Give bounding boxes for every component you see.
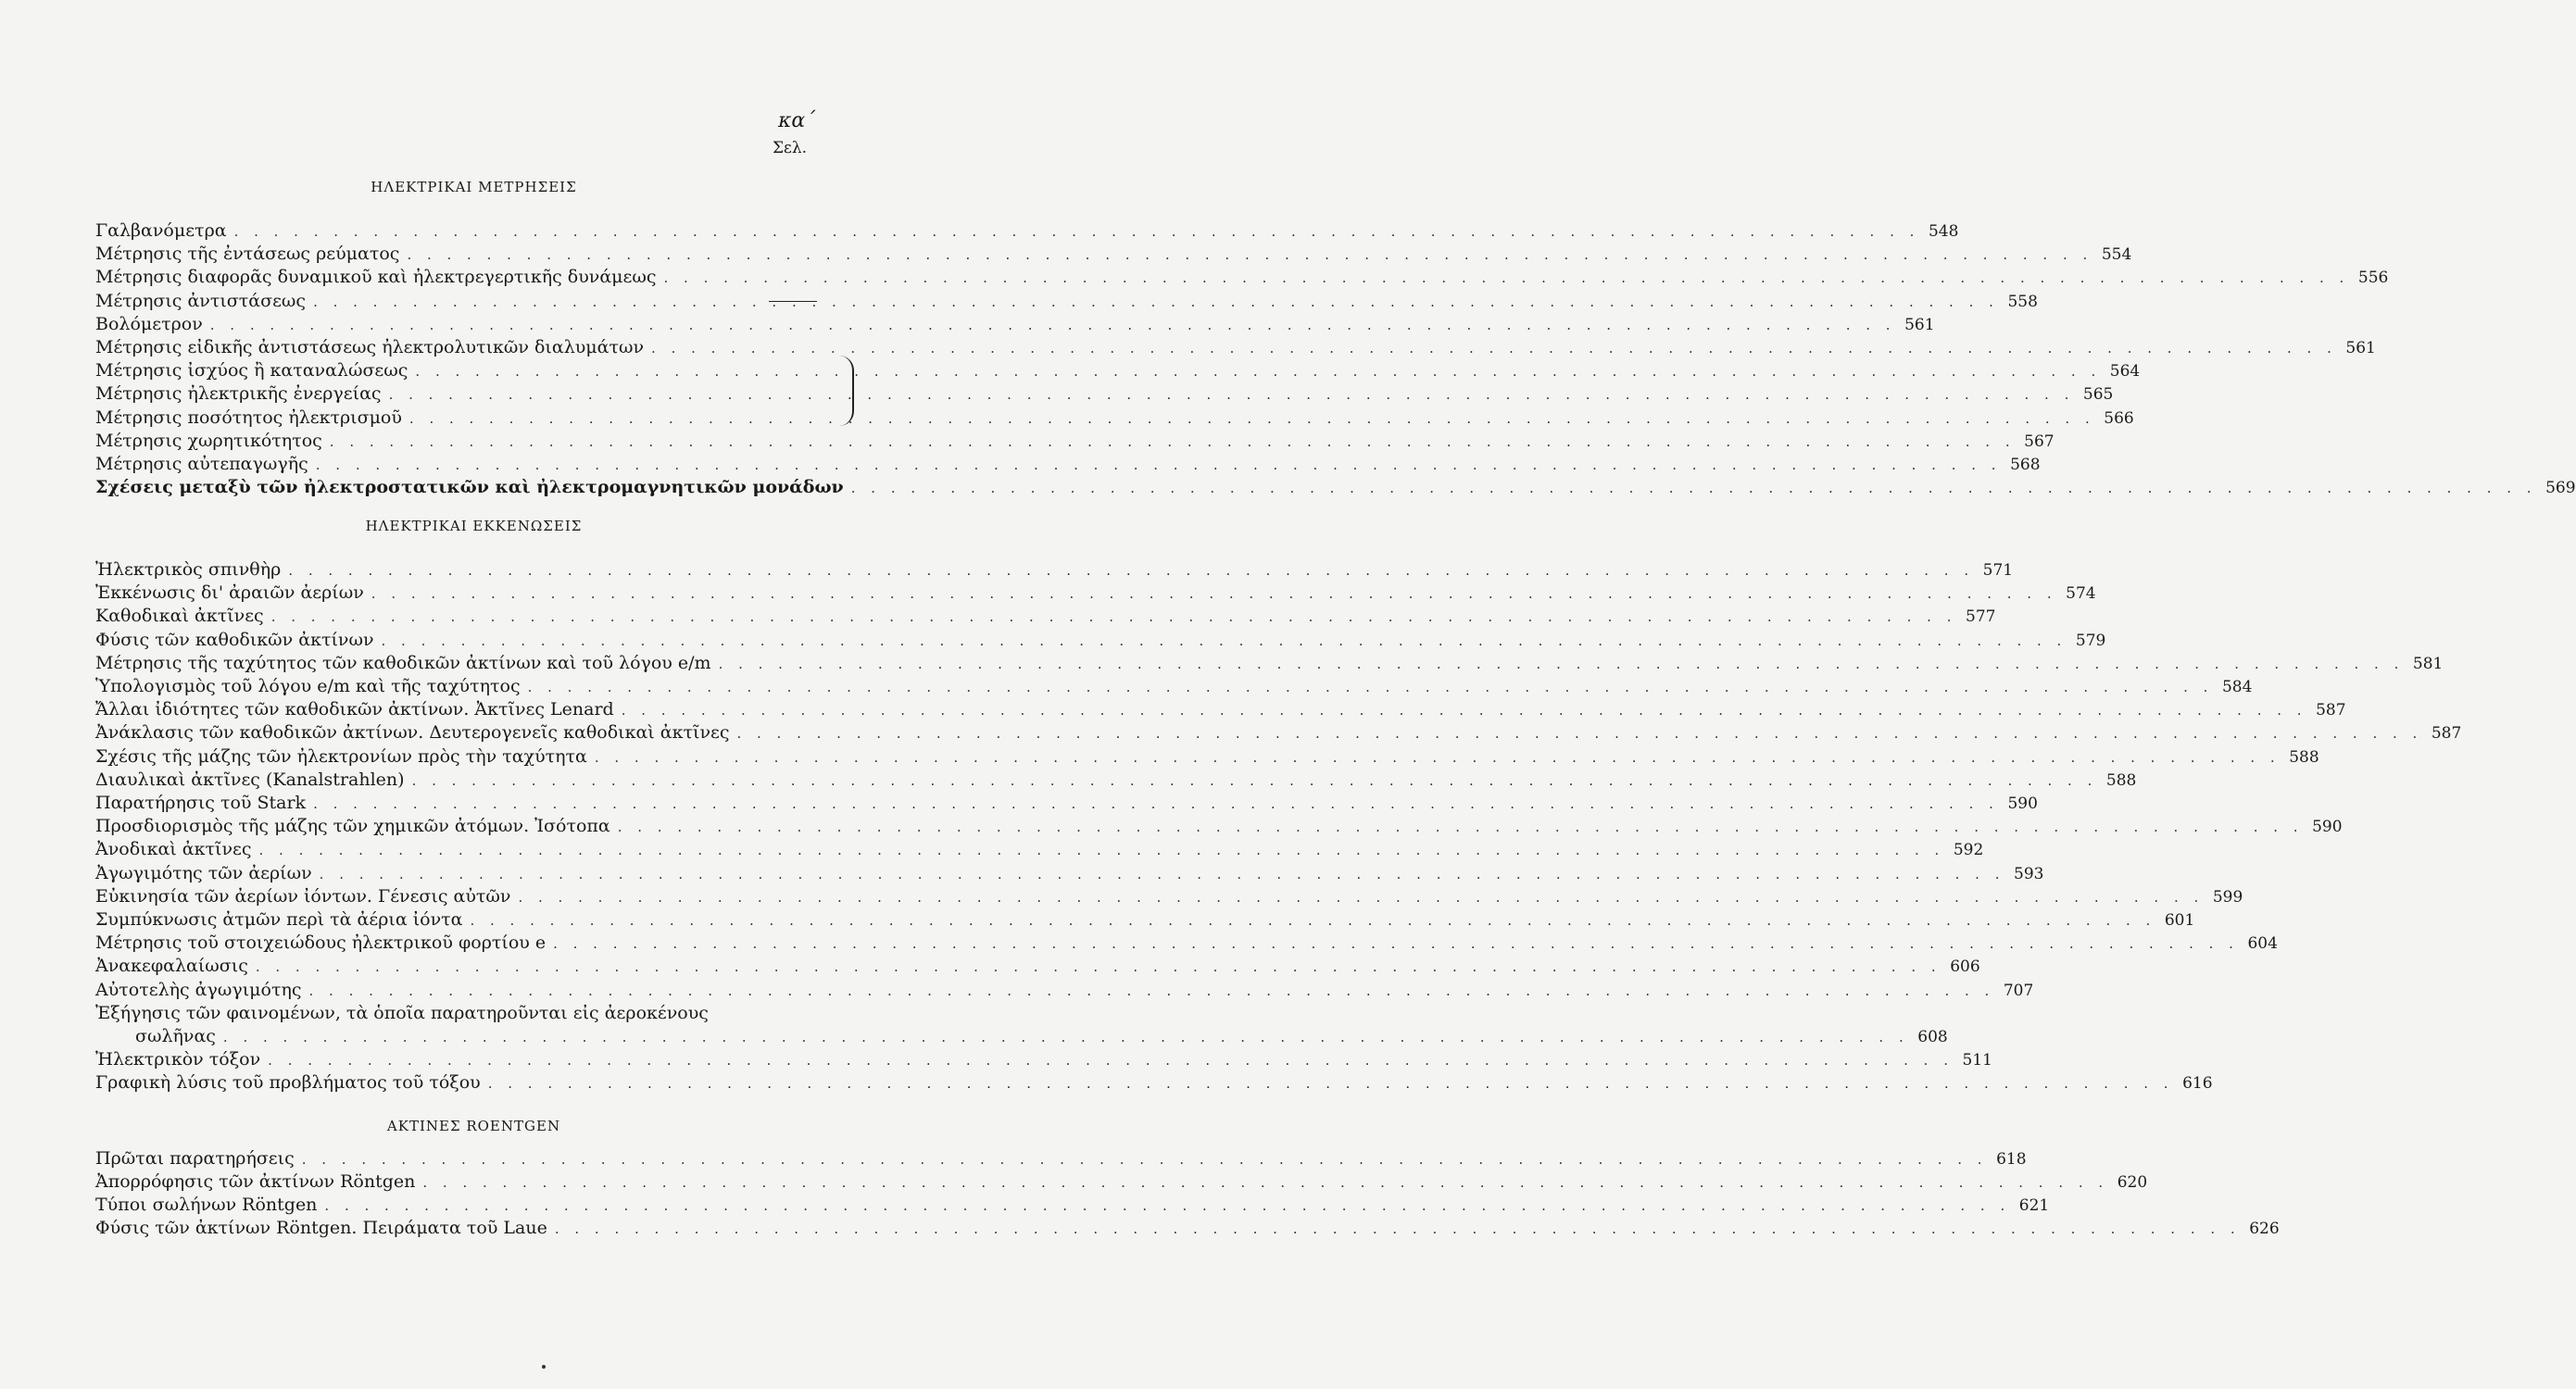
toc-entry-title: Μέτρησις διαφορᾶς δυναμικοῦ καὶ ἠλεκτρεγερτικῆς δυνάμεως — [95, 267, 657, 288]
toc-entry-page: 569 — [2545, 479, 2576, 498]
toc-entry-title: Πρῶται παρατηρήσεις — [95, 1148, 295, 1169]
toc-entry-page: 561 — [1904, 315, 1935, 334]
dot-leader — [736, 721, 2422, 745]
toc-entry-page: 584 — [2221, 678, 2253, 696]
toc-entry — [95, 1193, 2050, 1217]
dot-leader — [664, 266, 2350, 290]
toc-entry — [95, 931, 2278, 955]
toc-entry-title: Σχέσις τῆς μάζης τῶν ἠλεκτρονίων πρὸς τὴν ταχύτητα — [95, 745, 587, 767]
toc-entry-page: 567 — [2024, 432, 2055, 451]
toc-entry — [95, 265, 2389, 289]
toc-entry — [95, 335, 2376, 359]
toc-entry-title: Μέτρησις ἰσχύος ἢ καταναλώσεως — [95, 360, 408, 382]
toc-entry-title: σωλῆνας — [135, 1026, 216, 1046]
toc-entry-title: Μέτρησις τῆς ταχύτητος τῶν καθοδικῶν ἀκτίνων καὶ τοῦ λόγου e/m — [95, 652, 711, 673]
dot-leader — [528, 675, 2214, 699]
toc-entry — [95, 651, 2444, 675]
dot-leader — [330, 430, 2016, 454]
toc-entry-title: Ἠλεκτρικὸν τόξον — [95, 1049, 261, 1070]
toc-entry-title: Μέτρησις ἠλεκτρικῆς ἐνεργείας — [95, 383, 382, 405]
toc-entry — [95, 1001, 813, 1025]
dot-leader — [389, 382, 2075, 407]
page-column-heading: Σελ. — [773, 139, 808, 157]
toc-entry-page: 565 — [2082, 385, 2114, 405]
dot-leader — [302, 1147, 1988, 1171]
toc-entry-page: 620 — [2117, 1173, 2148, 1192]
dot-leader — [371, 582, 2057, 606]
toc-entry-page: 587 — [2316, 701, 2346, 720]
toc-entry — [95, 604, 1996, 628]
toc-entry-page: 554 — [2101, 245, 2132, 265]
toc-entry-title: Ἀγωγιμότης τῶν ἀερίων — [95, 862, 312, 883]
toc-entry-title: Ἀνοδικαὶ ἀκτῖνες — [95, 839, 252, 860]
toc-entry-page: 599 — [2212, 887, 2243, 907]
dot-leader — [595, 745, 2281, 770]
toc-entry — [95, 429, 2055, 453]
toc-entry-title: Μέτρησις ποσότητος ἠλεκτρισμοῦ — [95, 407, 402, 428]
dot-leader — [259, 838, 1945, 862]
section-title: ΑΚΤΙΝΕΣ ROENTGEN — [386, 1118, 561, 1134]
toc-entry-page: 608 — [1917, 1028, 1948, 1046]
toc-entry-page: 558 — [2007, 292, 2038, 311]
toc-entry-page: 571 — [1982, 561, 2014, 580]
toc-entry-page: 587 — [2431, 724, 2462, 744]
toc-entry-page: 626 — [2249, 1220, 2280, 1238]
toc-entry-title: Φύσις τῶν ἀκτίνων Röntgen. Πειράματα τοῦ Laue — [95, 1218, 547, 1238]
toc-entry-page: 556 — [2357, 269, 2389, 288]
toc-entry-title: Ὑπολογισμὸς τοῦ λόγου e/m καὶ τῆς ταχύτητος — [95, 676, 521, 696]
toc-entry-page: 606 — [1950, 957, 1980, 977]
dot-leader — [256, 955, 1941, 979]
toc-entry — [95, 1047, 1992, 1071]
dot-leader — [268, 1048, 1954, 1072]
toc-entry-page: 590 — [2007, 795, 2038, 813]
dot-leader — [422, 1170, 2108, 1195]
dot-leader — [223, 1025, 1909, 1049]
toc-entry — [95, 978, 2034, 1002]
dot-leader — [320, 862, 2005, 886]
toc-entry-title: Προσδιορισμὸς τῆς μάζης τῶν χημικῶν ἀτόμων. Ἰσότοπα — [95, 816, 610, 837]
dot-leader — [719, 652, 2405, 676]
toc-entry-title: Ἀνακεφαλαίωσις — [95, 956, 248, 977]
toc-entry-title: Ἐξήγησις τῶν φαινομένων, τὰ ὁποῖα παρατηροῦνται εἰς ἀεροκένους — [95, 1002, 709, 1023]
toc-entry-title: Μέτρησις εἰδικῆς ἀντιστάσεως ἠλεκτρολυτικῶν διαλυμάτων — [95, 337, 645, 357]
toc-entry — [95, 697, 2346, 721]
toc-entry-page: 593 — [2014, 864, 2044, 883]
toc-entry-page: 604 — [2247, 934, 2278, 954]
section-title: ΗΛΕΚΤΡΙΚΑΙ ΕΚΚΕΝΩΣΕΙΣ — [365, 518, 583, 534]
toc-entry-page: 566 — [2104, 408, 2134, 428]
toc-entry — [135, 1024, 1948, 1048]
toc-entry-page: 601 — [2164, 911, 2195, 930]
dot-leader — [407, 243, 2092, 267]
toc-entry — [95, 1216, 2280, 1240]
toc-entry-page: 590 — [2312, 818, 2343, 837]
toc-entry-page: 574 — [2066, 584, 2096, 604]
dot-leader — [415, 359, 2101, 383]
dot-leader — [851, 476, 2537, 500]
page-speck — [542, 1365, 546, 1369]
toc-entry-page: 707 — [2003, 981, 2034, 1000]
toc-entry-title: Ἄλλαι ἰδιότητες τῶν καθοδικῶν ἀκτίνων. Ἀκτῖνες Lenard — [95, 699, 614, 720]
toc-entry — [95, 837, 1984, 861]
dot-leader — [288, 558, 1974, 582]
toc-entry — [95, 720, 2462, 745]
toc-entry-page: 577 — [1966, 607, 1996, 627]
toc-entry-title: Συμπύκνωσις ἀτμῶν περὶ τὰ ἀέρια ἰόντα — [95, 909, 463, 930]
dot-leader — [313, 792, 1999, 816]
dot-leader — [651, 336, 2337, 360]
toc-entry-page: 618 — [1996, 1150, 2027, 1169]
toc-entry-title: Σχέσεις μεταξὺ τῶν ἠλεκτροστατικῶν καὶ ἠλεκτρομαγνητικῶν μονάδων — [95, 477, 844, 498]
dot-leader — [412, 769, 2098, 793]
toc-entry — [95, 791, 2038, 815]
toc-entry-title: Μέτρησις τῆς ἐντάσεως ρεύματος — [95, 244, 400, 265]
toc-entry — [95, 628, 2106, 652]
toc-entry — [95, 382, 2114, 406]
section-title: ΗΛΕΚΤΡΙΚΑΙ ΜΕΤΡΗΣΕΙΣ — [371, 179, 577, 195]
toc-entry-title: Γραφικὴ λύσις τοῦ προβλήματος τοῦ τόξου — [95, 1072, 481, 1094]
toc-entry — [95, 768, 2137, 792]
toc-entry-title: Καθοδικαὶ ἀκτῖνες — [95, 606, 264, 627]
dot-leader — [618, 815, 2304, 839]
toc-entry — [95, 1170, 2148, 1194]
toc-entry — [95, 1070, 2213, 1095]
dot-leader — [210, 313, 1896, 337]
dot-leader — [470, 908, 2155, 932]
dot-leader — [382, 629, 2067, 653]
toc-entry — [95, 557, 2014, 582]
toc-entry-page: 592 — [1953, 841, 1984, 860]
toc-entry-page: 511 — [1962, 1051, 1992, 1070]
dot-leader — [313, 290, 1999, 314]
toc-entry — [95, 406, 2134, 430]
toc-entry-page: 616 — [2182, 1074, 2213, 1094]
toc-entry-page: 568 — [2010, 456, 2041, 474]
toc-entry — [95, 1146, 2027, 1170]
toc-entry — [95, 242, 2132, 266]
toc-entry-page: 561 — [2345, 339, 2376, 357]
toc-entry-page: 588 — [2289, 747, 2319, 767]
dot-leader — [622, 698, 2307, 722]
toc-entry — [95, 475, 2576, 499]
toc-entry-title: Εὐκινησία τῶν ἀερίων ἰόντων. Γένεσις αὐτῶν — [95, 885, 511, 907]
toc-entry — [95, 814, 2343, 838]
toc-entry-title: Φύσις τῶν καθοδικῶν ἀκτίνων — [95, 629, 374, 650]
toc-entry-page: 588 — [2105, 770, 2137, 790]
toc-entry-title: Ἀνάκλασις τῶν καθοδικῶν ἀκτίνων. Δευτερογενεῖς καθοδικαὶ ἀκτῖνες — [95, 722, 730, 744]
toc-entry-title: Βολόμετρον — [95, 313, 203, 334]
toc-entry — [95, 745, 2319, 769]
toc-entry — [95, 312, 1935, 336]
toc-entry-title: Ἠλεκτρικὸς σπινθὴρ — [95, 559, 282, 580]
dot-leader — [488, 1071, 2174, 1095]
toc-entry — [95, 358, 2141, 382]
toc-entry-title: Ἐκκένωσις δι' ἀραιῶν ἀερίων — [95, 582, 364, 604]
dot-leader — [409, 407, 2095, 431]
toc-entry-title: Μέτρησις ἀντιστάσεως — [95, 290, 307, 311]
toc-entry — [95, 674, 2253, 698]
toc-entry — [95, 219, 1959, 243]
toc-entry-page: 579 — [2075, 631, 2106, 650]
toc-entry — [95, 954, 1980, 978]
toc-entry — [95, 884, 2243, 908]
toc-entry-page: 621 — [2018, 1196, 2050, 1215]
toc-entry-title: Μέτρησις χωρητικότητος — [95, 430, 322, 451]
toc-entry-page: 564 — [2109, 362, 2141, 382]
dot-leader — [555, 1217, 2241, 1241]
toc-entry — [95, 289, 2038, 313]
toc-entry-title: Αὐτοτελὴς ἀγωγιμότης — [95, 979, 302, 1000]
toc-entry-title: Γαλβανόμετρα — [95, 220, 227, 241]
toc-entry-page: 581 — [2412, 654, 2444, 673]
toc-entry-title: Μέτρησις αὐτεπαγωγῆς — [95, 454, 308, 474]
dot-leader — [271, 605, 1957, 629]
dot-leader — [324, 1194, 2010, 1218]
toc-entry — [95, 907, 2195, 932]
toc-entry-title: Διαυλικαὶ ἀκτῖνες (Kanalstrahlen) — [95, 769, 405, 790]
toc-entry-title: Παρατήρησις τοῦ Stark — [95, 793, 307, 813]
toc-entry-title: Μέτρησις τοῦ στοιχειώδους ἠλεκτρικοῦ φορτίου e — [95, 932, 547, 954]
toc-entry-title: Τύποι σωλήνων Röntgen — [95, 1195, 318, 1215]
dot-leader — [309, 979, 1995, 1003]
page-number: κα´ — [778, 109, 816, 132]
toc-entry — [95, 861, 2044, 885]
toc-entry — [95, 452, 2041, 476]
toc-entry-page: 548 — [1928, 222, 1959, 241]
toc-entry — [95, 581, 2096, 605]
dot-leader — [518, 885, 2204, 909]
dot-leader — [553, 932, 2239, 956]
dot-leader — [316, 453, 2002, 477]
dot-leader — [234, 219, 1920, 244]
toc-entry-title: Ἀπορρόφησις τῶν ἀκτίνων Röntgen — [95, 1171, 416, 1192]
